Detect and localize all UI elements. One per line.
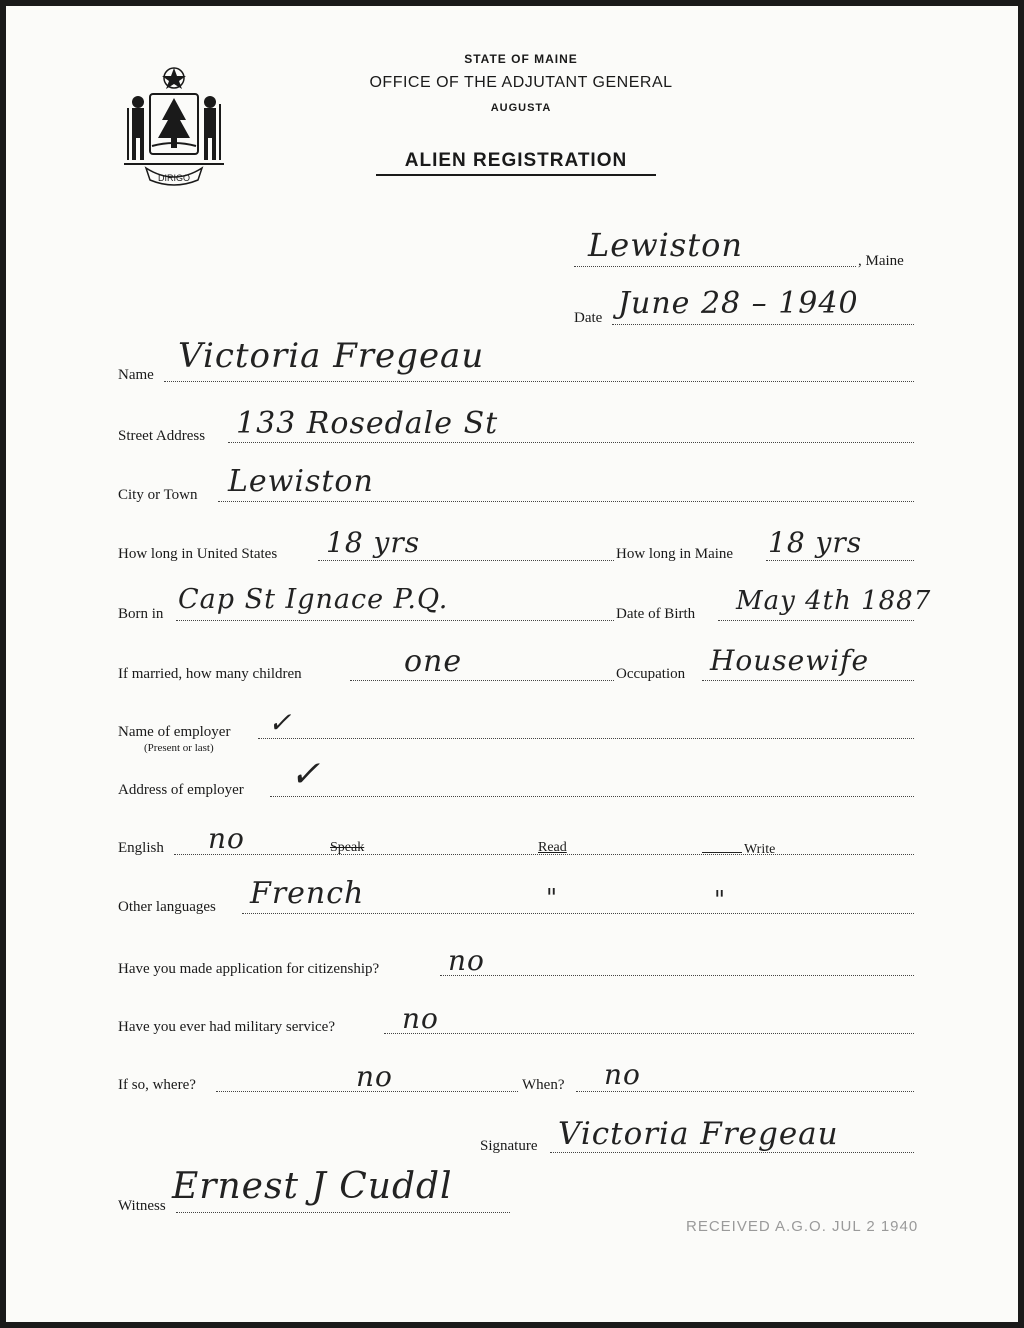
- witness-label: Witness: [118, 1198, 166, 1214]
- citizenship-label: Have you made application for citizenship?: [118, 961, 380, 977]
- header-city: AUGUSTA: [490, 102, 552, 114]
- born-value: Cap St Ignace P.Q.: [178, 584, 449, 615]
- employer-label: Name of employer: [118, 724, 231, 740]
- ditto-read: ": [546, 884, 559, 912]
- ditto-write: ": [714, 886, 727, 914]
- write-label: Write: [744, 842, 776, 857]
- citizenship-line: [440, 975, 914, 976]
- town-value: Lewiston: [588, 226, 743, 264]
- children-label: If married, how many children: [118, 666, 302, 682]
- other-languages-value: French: [250, 876, 365, 911]
- date-value: June 28 – 1940: [618, 286, 859, 321]
- svg-text:DIRIGO: DIRIGO: [157, 173, 191, 183]
- when-label: When?: [522, 1077, 565, 1093]
- english-value: no: [208, 822, 245, 855]
- employer-address-line: [270, 796, 914, 797]
- received-stamp: RECEIVED A.G.O. JUL 2 1940: [686, 1218, 919, 1235]
- header-state: STATE OF MAINE: [464, 52, 578, 66]
- speak-label: Speak: [330, 840, 365, 855]
- employer-value: ✓: [268, 706, 293, 739]
- where-label: If so, where?: [118, 1077, 196, 1093]
- street-label: Street Address: [118, 428, 206, 444]
- write-mark: [702, 852, 742, 853]
- military-line: [384, 1033, 914, 1034]
- date-line: [612, 324, 914, 325]
- children-line: [350, 680, 614, 681]
- signature-value: Victoria Fregeau: [558, 1116, 839, 1152]
- form-title: ALIEN REGISTRATION: [376, 150, 656, 176]
- maine-label: , Maine: [858, 253, 904, 269]
- other-languages-line: [242, 913, 914, 914]
- how-long-maine-line: [766, 560, 914, 561]
- street-value: 133 Rosedale St: [236, 406, 499, 441]
- where-value: no: [356, 1060, 393, 1093]
- citizenship-value: no: [448, 944, 485, 977]
- city-line: [218, 501, 914, 502]
- born-line: [176, 620, 614, 621]
- when-value: no: [604, 1058, 641, 1091]
- dob-line: [718, 620, 914, 621]
- state-seal-icon: [118, 64, 230, 188]
- dob-value: May 4th 1887: [736, 586, 932, 616]
- signature-line: [550, 1152, 914, 1153]
- employer-line: [258, 738, 914, 739]
- employer-address-label: Address of employer: [118, 782, 244, 798]
- how-long-us-line: [318, 560, 614, 561]
- dob-label: Date of Birth: [616, 606, 696, 622]
- children-value: one: [404, 644, 463, 679]
- header-office: OFFICE OF THE ADJUTANT GENERAL: [369, 74, 673, 91]
- other-languages-label: Other languages: [118, 899, 216, 915]
- town-line: [574, 266, 856, 267]
- name-value: Victoria Fregeau: [178, 336, 485, 376]
- when-line: [576, 1091, 914, 1092]
- name-line: [164, 381, 914, 382]
- how-long-us-value: 18 yrs: [326, 526, 421, 559]
- born-label: Born in: [118, 606, 164, 622]
- date-label: Date: [574, 310, 603, 326]
- city-value: Lewiston: [228, 464, 374, 499]
- employer-address-value: ✓: [290, 754, 322, 795]
- military-value: no: [402, 1002, 439, 1035]
- street-line: [228, 442, 914, 443]
- military-label: Have you ever had military service?: [118, 1019, 335, 1035]
- name-label: Name: [118, 367, 154, 383]
- how-long-maine-value: 18 yrs: [768, 526, 863, 559]
- witness-line: [176, 1212, 510, 1213]
- witness-value: Ernest J Cuddl: [172, 1166, 453, 1207]
- city-label: City or Town: [118, 487, 198, 503]
- how-long-maine-label: How long in Maine: [616, 546, 734, 562]
- occupation-line: [702, 680, 914, 681]
- signature-label: Signature: [480, 1138, 538, 1154]
- employer-sublabel: (Present or last): [144, 742, 214, 754]
- read-label: Read: [538, 840, 567, 855]
- occupation-value: Housewife: [710, 644, 870, 677]
- english-label: English: [118, 840, 164, 856]
- how-long-us-label: How long in United States: [118, 546, 278, 562]
- occupation-label: Occupation: [616, 666, 686, 682]
